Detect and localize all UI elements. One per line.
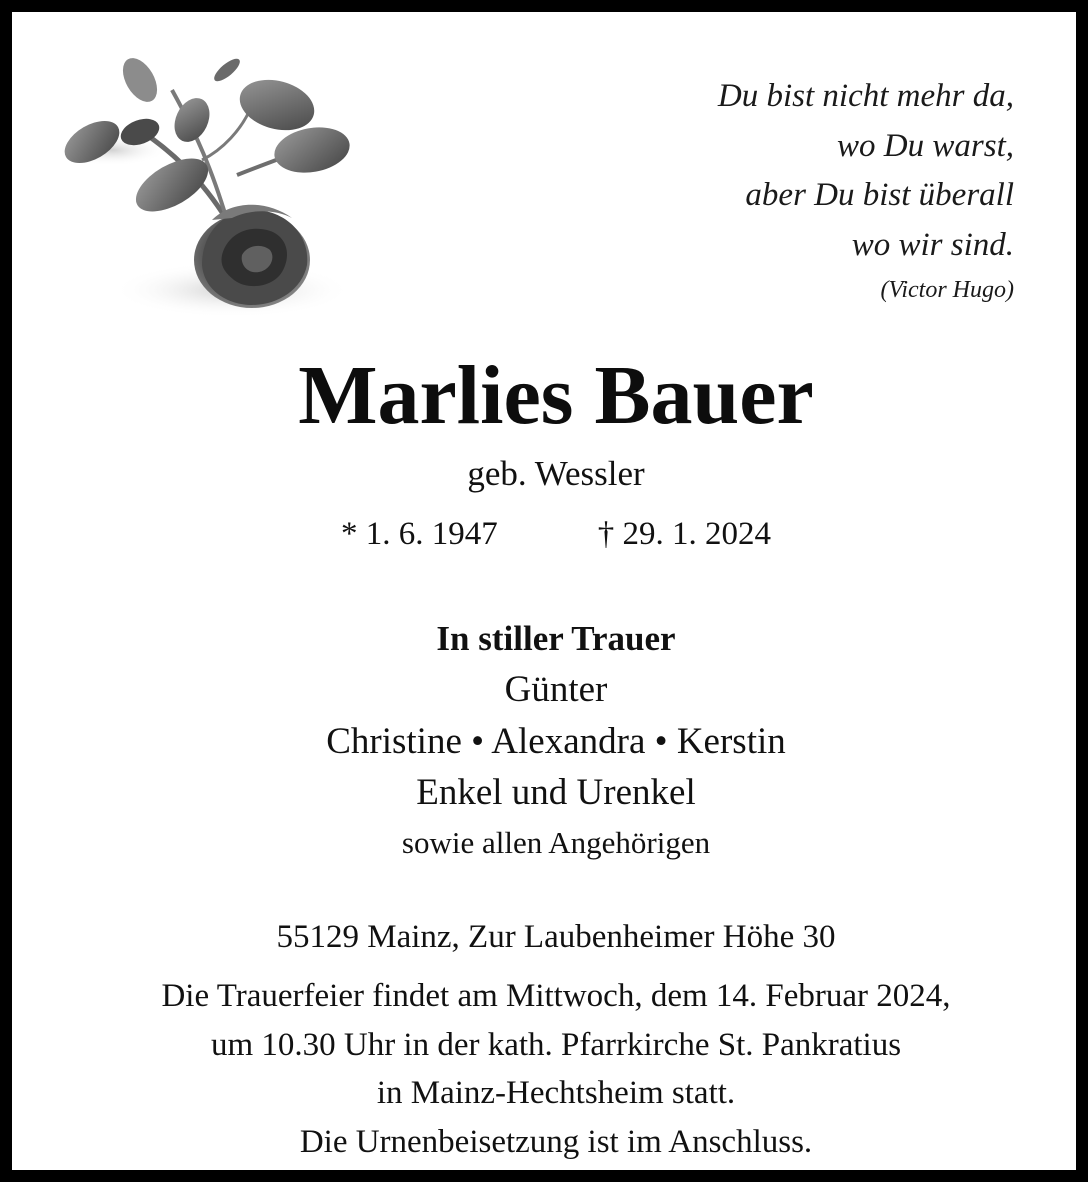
- service-line: Die Urnenbeisetzung ist im Anschluss.: [299, 1123, 813, 1160]
- deceased-name: Marlies Bauer: [298, 349, 814, 442]
- mourner-line: Günter: [504, 669, 608, 710]
- mourners-heading: In stiller Trauer: [436, 619, 676, 658]
- mourner-line: Enkel und Urenkel: [416, 772, 696, 813]
- life-dates: [24, 510, 1088, 558]
- quote-attribution: (Victor Hugo): [880, 277, 1014, 303]
- death-date: † 29. 1. 2024: [597, 516, 771, 552]
- mourner-line: Christine • Alexandra • Kerstin: [326, 720, 786, 762]
- mourners-list: [24, 664, 1088, 867]
- rose-image: [52, 50, 357, 320]
- quote-line: wo Du warst,: [837, 127, 1014, 164]
- quote-line: wo wir sind.: [851, 226, 1014, 263]
- service-info: [24, 972, 1088, 1166]
- quote-block: [494, 72, 1014, 308]
- family-address: 55129 Mainz, Zur Laubenheimer Höhe 30: [276, 919, 836, 955]
- maiden-name: geb. Wessler: [467, 454, 645, 493]
- service-line: in Mainz-Hechtsheim statt.: [376, 1075, 736, 1111]
- service-line: Die Trauerfeier findet am Mittwoch, dem 14. Februar 2024,: [161, 978, 951, 1014]
- service-line: um 10.30 Uhr in der kath. Pfarrkirche St. Pankratius: [210, 1026, 902, 1063]
- quote-line: Du bist nicht mehr da,: [717, 78, 1014, 114]
- quote-line: aber Du bist überall: [745, 177, 1014, 213]
- birth-date: * 1. 6. 1947: [341, 516, 498, 552]
- mourners-closing: sowie allen Angehörigen: [401, 824, 711, 860]
